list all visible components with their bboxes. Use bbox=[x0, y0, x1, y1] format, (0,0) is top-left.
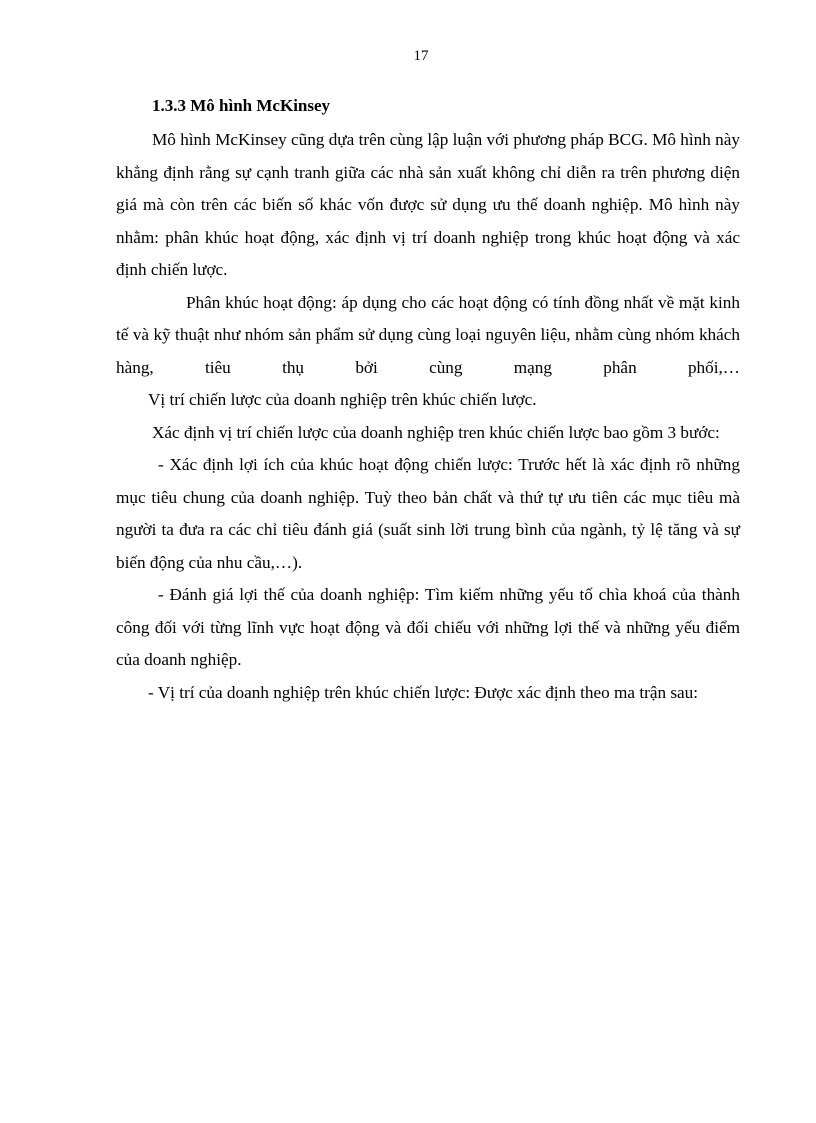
paragraph-three-steps: Xác định vị trí chiến lược của doanh nghiệp tren khúc chiến lược bao gồm 3 bước: bbox=[152, 422, 720, 442]
page-number: 17 bbox=[413, 48, 429, 64]
paragraph-mckinsey-intro: Mô hình McKinsey cũng dựa trên cùng lập luận với phương pháp BCG. Mô hình này khẳng định rằng sự cạnh tranh giữa các nhà sản xuất không chỉ diễn ra trên phương diện giá mà còn trên các biến số khác vốn được sử dụng ưu thế doanh nghiệp. Mô hình này nhằm: phân khúc hoạt động, xác định vị trí doanh nghiệp trong khúc hoạt động và xác định chiến lược. bbox=[116, 130, 740, 279]
paragraph-strategic-position: Vị trí chiến lược của doanh nghiệp trên khúc chiến lược. bbox=[148, 390, 537, 409]
document-body bbox=[116, 92, 740, 709]
paragraph-segmentation: Phân khúc hoạt động: áp dụng cho các hoạt động có tính đồng nhất về mặt kinh tế và kỹ thuật như nhóm sản phẩm sử dụng cùng loại nguyên liệu, nhằm cùng nhóm khách hàng, tiêu thụ bởi cùng mạng phân phối,… bbox=[116, 292, 740, 377]
list-item-step-benefit: - Xác định lợi ích của khúc hoạt động chiến lược: Trước hết là xác định rõ những mục tiêu chung của doanh nghiệp. Tuỳ theo bản chất và thứ tự ưu tiên các mục tiêu mà người ta đưa ra các chỉ tiêu đánh giá (suất sinh lời trung bình của ngành, tỷ lệ tăng và sự biến động của nhu cầu,…). bbox=[116, 455, 740, 572]
list-item-step-advantage: - Đánh giá lợi thế của doanh nghiệp: Tìm kiếm những yếu tố chìa khoá của thành công đối với từng lĩnh vực hoạt động và đối chiếu với những lợi thế và những yếu điểm của doanh nghiệp. bbox=[116, 585, 740, 669]
list-item-step-position: - Vị trí của doanh nghiệp trên khúc chiến lược: Được xác định theo ma trận sau: bbox=[148, 682, 699, 702]
section-heading: 1.3.3 Mô hình McKinsey bbox=[152, 96, 331, 115]
